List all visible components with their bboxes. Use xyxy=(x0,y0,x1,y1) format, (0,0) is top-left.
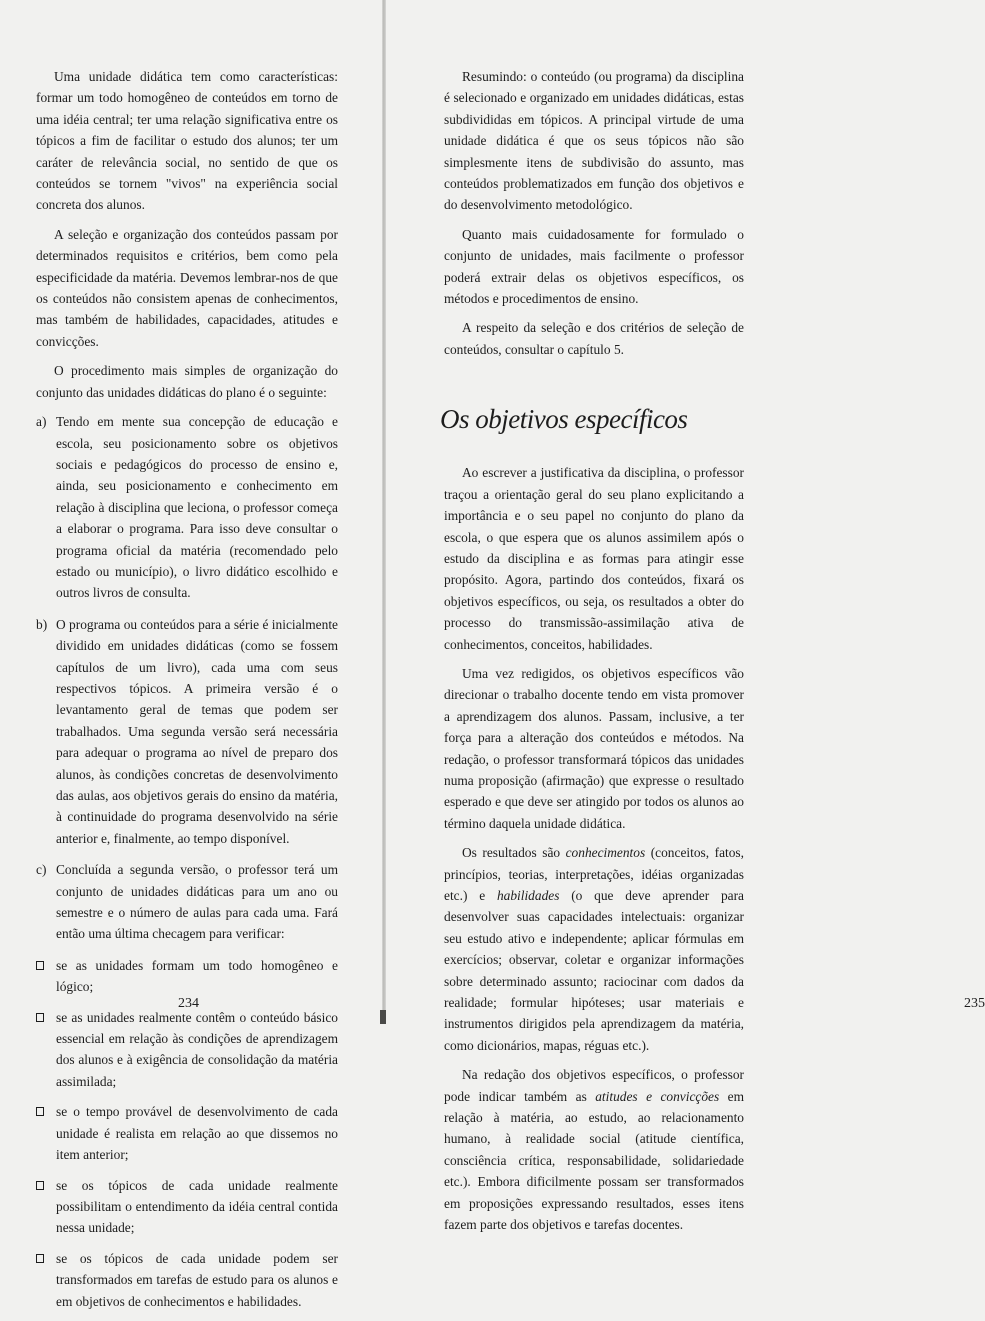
checklist-item xyxy=(36,1101,338,1165)
page-number: 235 xyxy=(964,996,985,1011)
emphasis: conhecimentos xyxy=(565,845,646,861)
checklist-text: se os tópicos de cada unidade realmente possibilitam o entendimento da idéia central contida nessa unidade; xyxy=(56,1177,338,1236)
paragraph: Quanto mais cuidadosamente for formulado o conjunto de unidades, mais facilmente o professor poderá extrair delas os objetivos específicos, os métodos e procedimentos de ensino. xyxy=(444,226,744,307)
text-run: Na redação dos objetivos específicos, o professor pode indicar também as xyxy=(444,1067,744,1104)
checklist-text: se as unidades formam um todo homogêneo e lógico; xyxy=(56,957,338,995)
list-item xyxy=(36,411,338,604)
paragraph xyxy=(444,1064,744,1235)
text-run: em relação à matéria, ao estudo, ao relacionamento humano, à realidade social (atitude científica, consciência crítica, responsabilidade, solidariedade etc.). Embora dificilmente possam ser transformados em proposições expressando resultados, esses itens fazem parte dos objetivos e tarefas docentes. xyxy=(444,1088,744,1233)
checkbox-bullet-icon xyxy=(36,1248,56,1312)
list-item-text: O programa ou conteúdos para a série é inicialmente dividido em unidades didáticas (como se fossem capítulos de um livro), cada uma com seus respectivos tópicos. A primeira versão é o levantamento geral de temas que podem ser trabalhados. Uma segunda versão será necessária para adequar o programa ao nível de preparo dos alunos, às condições concretas de desenvolvimento das aulas, aos objetivos gerais do ensino da matéria, à continuidade do programa desenvolvido na série anterior e, finalmente, ao tempo disponível. xyxy=(56,616,338,846)
paragraph: Resumindo: o conteúdo (ou programa) da disciplina é selecionado e organizado em unidades didáticas, estas subdivididas em tópicos. A principal virtude de uma unidade didática é que os seus tópicos não são simplesmente itens de subdivisão do assunto, mas conteúdos problematizados em função dos objetivos e do desenvolvimento metodológico. xyxy=(444,69,744,213)
text-run: Os resultados são xyxy=(462,845,566,861)
text-run: (o que deve aprender para desenvolver suas capacidades intelectuais: organizar seu estudo ativo e independente; aplicar fórmulas em exercícios; observar, coletar e organizar informações sobre determinado assunto; raciocinar com dados da realidade; formular hipóteses; usar materiais e instrumentos dirigidos pela aprendizagem da matéria, como dicionários, mapas, réguas etc.). xyxy=(444,888,744,1053)
checkbox-bullet-icon xyxy=(36,1007,56,1093)
left-column xyxy=(36,66,338,1321)
checkbox-bullet-icon xyxy=(36,1175,56,1239)
right-column xyxy=(440,66,744,1244)
checkbox-bullet-icon xyxy=(36,1101,56,1165)
checklist-item xyxy=(36,955,338,998)
checklist-text: se os tópicos de cada unidade podem ser transformados em tarefas de estudo para os alunos e em objetivos de conhecimentos e habilidades. xyxy=(56,1250,338,1309)
checklist-item xyxy=(36,1007,338,1093)
paragraph xyxy=(444,842,744,1056)
emphasis: atitudes e convicções xyxy=(595,1088,720,1104)
page-number: 234 xyxy=(178,996,199,1011)
left-page xyxy=(0,0,384,1309)
list-item-text: Concluída a segunda versão, o professor terá um conjunto de unidades didáticas para um ano ou semestre e o número de aulas para cada uma. Fará então uma última checagem para verificar: xyxy=(56,862,338,942)
list-marker: b) xyxy=(36,616,48,632)
list-item xyxy=(36,614,338,849)
checkbox-bullet-icon xyxy=(36,955,56,998)
checklist-text: se o tempo provável de desenvolvimento de cada unidade é realista em relação ao que dissemos no item anterior; xyxy=(56,1104,338,1163)
emphasis: habilidades xyxy=(496,888,560,903)
paragraph: Uma unidade didática tem como características: formar um todo homogêneo de conteúdos em torno de uma idéia central; ter uma relação significativa entre os tópicos a fim de facilitar o estudo dos alunos; ter um caráter de relevância social, no sentido de que os conteúdos se tornem "vivos" na experiência social concreta dos alunos. xyxy=(36,69,338,213)
list-marker: a) xyxy=(36,414,47,430)
list-item xyxy=(36,859,338,945)
section-heading: Os objetivos específicos xyxy=(440,404,688,435)
list-marker: c) xyxy=(36,862,47,878)
paragraph: Ao escrever a justificativa da disciplina, o professor traçou a orientação geral do seu plano explicitando a importância e o seu papel no conjunto do plano da escola, o que espera que os alunos assimilem após o estudo da disciplina e as formas para atingir esse propósito. Agora, partindo dos conteúdos, fixará os objetivos específicos, ou seja, os resultados a obter do processo do transmissão-assimilação ativa de conhecimentos, conceitos, habilidades. xyxy=(444,465,744,652)
list-item-text: Tendo em mente sua concepção de educação e escola, seu posicionamento sobre os objetivos sociais e pedagógicos do processo de ensino e, ainda, seu posicionamento e conhecimento em relação à disciplina que leciona, o professor começa a elaborar o programa. Para isso deve consultar o programa oficial da matéria (recomendado pelo estado ou município), o livro didático escolhido e outros livros de consulta. xyxy=(56,414,338,601)
text-run: (conceitos, fatos, princípios, teorias, interpretações, idéias organizadas etc.) e xyxy=(444,845,744,903)
checklist-item xyxy=(36,1248,338,1312)
checklist-text: se as unidades realmente contêm o conteúdo básico essencial em relação às condições de aprendizagem dos alunos e à exigência de consolidação da matéria assimilada; xyxy=(56,1009,338,1089)
paragraph: Uma vez redigidos, os objetivos específicos vão direcionar o trabalho docente tendo em vista promover a aprendizagem dos alunos. Passam, inclusive, a ter força para a alteração dos conteúdos e métodos. Na redação, o professor transformará tópicos das unidades numa proposição (afirmação) que expresse o resultado esperado e que deve ser atingido por todos os alunos ao término daquela unidade didática. xyxy=(444,665,744,831)
checklist-item xyxy=(36,1175,338,1239)
paragraph: A seleção e organização dos conteúdos passam por determinados requisitos e critérios, bem como pela especificidade da matéria. Devemos lembrar-nos de que os conteúdos não consistem apenas de conhecimentos, mas também de habilidades, capacidades, atitudes e convicções. xyxy=(36,226,338,349)
paragraph: O procedimento mais simples de organização do conjunto das unidades didáticas do plano é o seguinte: xyxy=(36,363,338,400)
paragraph: A respeito da seleção e dos critérios de seleção de conteúdos, consultar o capítulo 5. xyxy=(444,320,744,357)
